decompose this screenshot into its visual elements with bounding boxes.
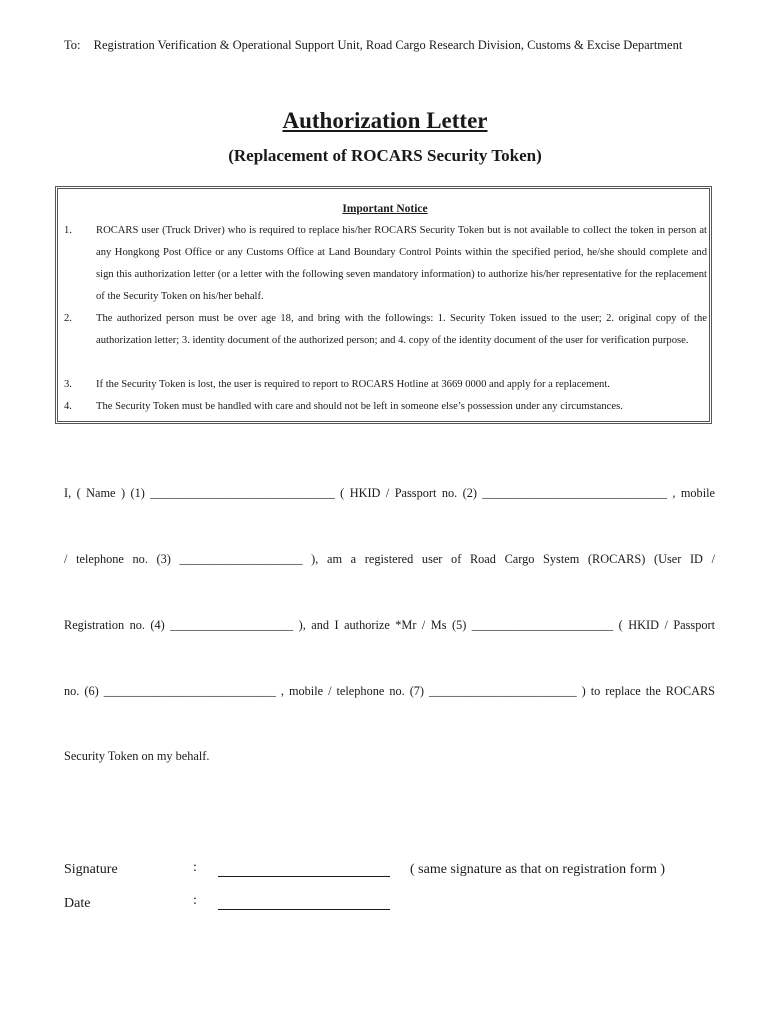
authorization-text-line-5: Security Token on my behalf. (64, 749, 210, 763)
recipient-line (64, 38, 682, 53)
notice-item-number: 2. (64, 313, 72, 324)
recipient-label: To: (64, 38, 81, 52)
signature-note: ( same signature as that on registration form ) (410, 862, 666, 877)
notice-item-text: If the Security Token is lost, the user is required to report to ROCARS Hotline at 3669 0000 and apply for a replacement. (96, 379, 610, 390)
signature-colon: : (193, 860, 197, 875)
authorization-text-line-2[interactable]: / telephone no. (3) ____________________ ), am a registered user of Road Cargo System (ROCARS) (User ID / (64, 552, 715, 566)
recipient-text: Registration Verification & Operational Support Unit, Road Cargo Research Division, Customs & Excise Department (93, 38, 683, 52)
signature-field[interactable] (218, 876, 390, 877)
document-title: Authorization Letter (282, 108, 488, 133)
notice-item (64, 308, 707, 352)
notice-item-text: The Security Token must be handled with care and should not be left in someone else’s possession under any circumstances. (96, 401, 623, 412)
authorization-text-line-1[interactable]: I, ( Name ) (1) ______________________________ ( HKID / Passport no. (2) ______________________________ , mobile (64, 486, 715, 500)
notice-item (64, 374, 707, 396)
notice-item (64, 396, 707, 418)
authorization-text-line-3[interactable]: Registration no. (4) ____________________ ), and I authorize *Mr / Ms (5) _______________________ ( HKID / Passport (64, 618, 715, 632)
notice-item-number: 1. (64, 225, 72, 236)
date-colon: : (193, 893, 197, 908)
date-field[interactable] (218, 909, 390, 910)
notice-item-text: The authorized person must be over age 18, and bring with the followings: 1. Security Token issued to the user; 2. original copy of the authorization letter; 3. identity document of the authorized person; and 4. copy of the identity document of the user for verification purpose. (96, 313, 707, 346)
notice-item-text: ROCARS user (Truck Driver) who is required to replace his/her ROCARS Security Token but is not available to collect the token in person at any Hongkong Post Office or any Customs Office at Land Boundary Control Points within the specified period, he/she should complete and sign this authorization letter (or a letter with the following seven mandatory information) to authorize his/her representative for the replacement of the Security Token on his/her behalf. (96, 225, 707, 302)
notice-heading: Important Notice (342, 203, 428, 215)
notice-item-number: 3. (64, 379, 72, 390)
signature-label: Signature (64, 862, 118, 877)
date-label: Date (64, 896, 91, 911)
notice-item-number: 4. (64, 401, 72, 412)
notice-item (64, 220, 707, 308)
authorization-text-line-4[interactable]: no. (6) ____________________________ , mobile / telephone no. (7) ________________________ ) to replace the ROCARS (64, 684, 715, 698)
document-subtitle: (Replacement of ROCARS Security Token) (228, 146, 542, 165)
